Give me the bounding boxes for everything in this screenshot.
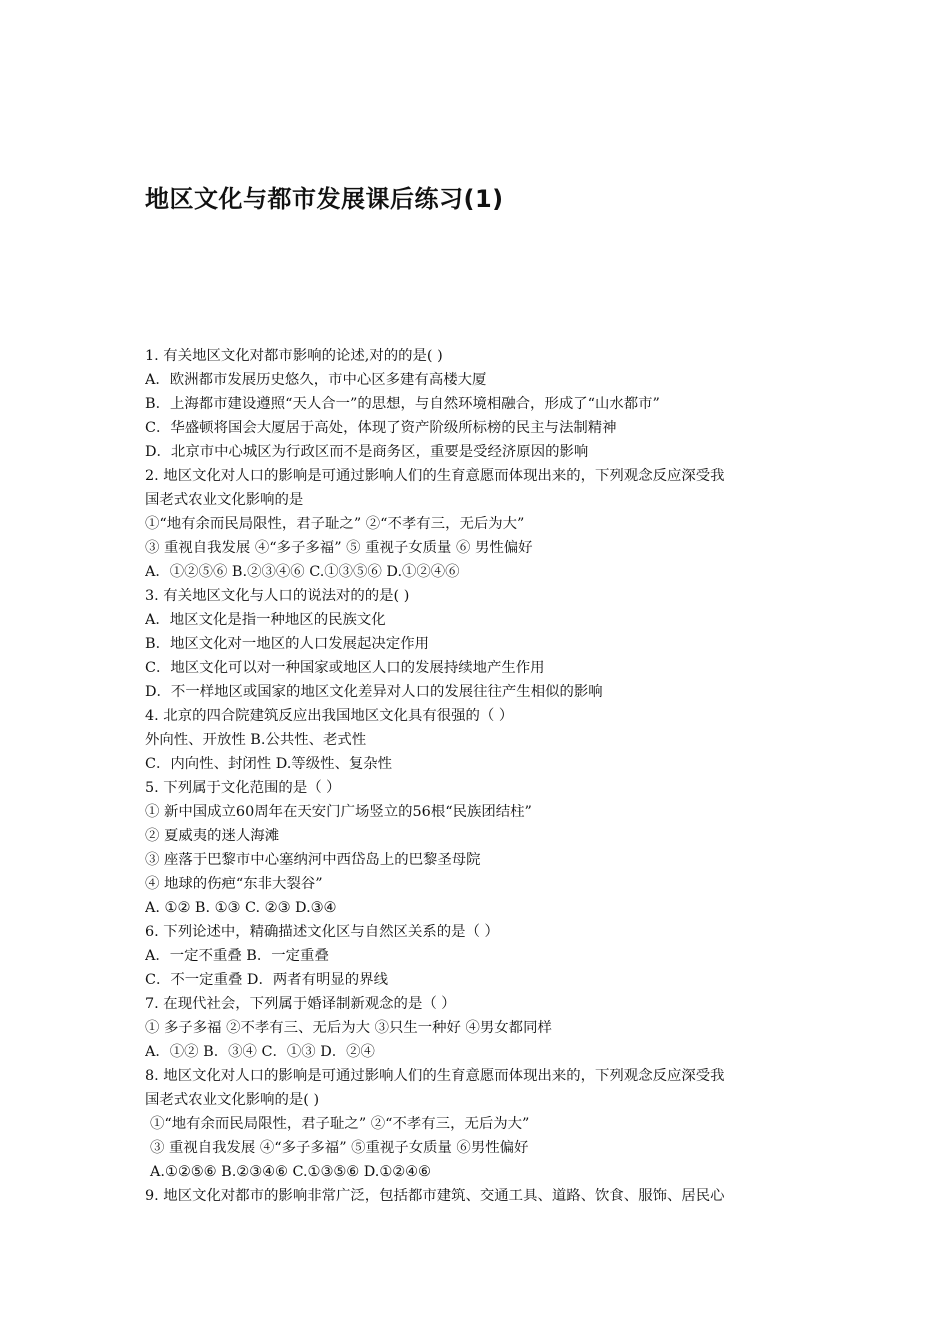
question-line: 7. 在现代社会，下列属于婚译制新观念的是（ ） bbox=[145, 996, 456, 1012]
question-line: 2. 地区文化对人口的影响是可通过影响人们的生育意愿而体现出来的，下列观念反应深受我 bbox=[145, 468, 725, 484]
option-line: ①“地有余而民局限性，君子耻之” ②“不孝有三，无后为大” bbox=[145, 516, 525, 532]
exercise-body bbox=[145, 344, 805, 1208]
option-line: 国老式农业文化影响的是( ) bbox=[145, 1092, 320, 1108]
question-line: 3. 有关地区文化与人口的说法对的的是( ) bbox=[145, 588, 410, 604]
option-line: C．不一定重叠 D．两者有明显的界线 bbox=[145, 972, 388, 988]
option-line: ①“地有余而民局限性，君子耻之” ②“不孝有三，无后为大” bbox=[150, 1116, 530, 1132]
option-line: A．①② B．③④ C．①③ D．②④ bbox=[145, 1044, 375, 1060]
option-line: ① 新中国成立60周年在天安门广场竖立的56根“民族团结柱” bbox=[145, 804, 532, 820]
option-line: D．北京市中心城区为行政区而不是商务区，重要是受经济原因的影响 bbox=[145, 444, 589, 460]
option-line: ③ 座落于巴黎市中心塞纳河中西岱岛上的巴黎圣母院 bbox=[145, 852, 481, 868]
question-line: 9. 地区文化对都市的影响非常广泛，包括都市建筑、交通工具、道路、饮食、服饰、居民心 bbox=[145, 1188, 725, 1204]
question-line: 1. 有关地区文化对都市影响的论述,对的的是( ) bbox=[145, 348, 443, 364]
question-line: 5. 下列属于文化范围的是（ ） bbox=[145, 780, 341, 796]
option-line: D．不一样地区或国家的地区文化差异对人口的发展往往产生相似的影响 bbox=[145, 684, 603, 700]
option-line: B．上海都市建设遵照“天人合一”的思想，与自然环境相融合，形成了“山水都市” bbox=[145, 396, 660, 412]
option-line: C．内向性、封闭性 D.等级性、复杂性 bbox=[145, 756, 393, 772]
option-line: 国老式农业文化影响的是 bbox=[145, 492, 304, 508]
option-line: ④ 地球的伤疤“东非大裂谷” bbox=[145, 876, 323, 892]
option-line: ③ 重视自我发展 ④“多子多福” ⑤重视子女质量 ⑥男性偏好 bbox=[150, 1140, 529, 1156]
option-line: ② 夏威夷的迷人海滩 bbox=[145, 828, 280, 844]
option-line: A. ①② B. ①③ C. ②③ D.③④ bbox=[145, 900, 337, 916]
question-line: 8. 地区文化对人口的影响是可通过影响人们的生育意愿而体现出来的，下列观念反应深受我 bbox=[145, 1068, 725, 1084]
option-line: ① 多子多福 ②不孝有三、无后为大 ③只生一种好 ④男女都同样 bbox=[145, 1020, 552, 1036]
option-line: A．地区文化是指一种地区的民族文化 bbox=[145, 612, 386, 628]
option-line: ③ 重视自我发展 ④“多子多福” ⑤ 重视子女质量 ⑥ 男性偏好 bbox=[145, 540, 533, 556]
question-line: 4. 北京的四合院建筑反应出我国地区文化具有很强的（ ） bbox=[145, 708, 514, 724]
page-title: 地区文化与都市发展课后练习(1) bbox=[145, 185, 504, 213]
option-line: 外向性、开放性 B.公共性、老式性 bbox=[145, 732, 367, 748]
option-line: A．一定不重叠 B．一定重叠 bbox=[145, 948, 329, 964]
option-line: B．地区文化对一地区的人口发展起决定作用 bbox=[145, 636, 429, 652]
option-line: C．地区文化可以对一种国家或地区人口的发展持续地产生作用 bbox=[145, 660, 545, 676]
option-line: A．欧洲都市发展历史悠久，市中心区多建有高楼大厦 bbox=[145, 372, 487, 388]
question-line: 6. 下列论述中，精确描述文化区与自然区关系的是（ ） bbox=[145, 924, 499, 940]
option-line: A.①②⑤⑥ B.②③④⑥ C.①③⑤⑥ D.①②④⑥ bbox=[150, 1164, 431, 1180]
option-line: A．①②⑤⑥ B.②③④⑥ C.①③⑤⑥ D.①②④⑥ bbox=[145, 564, 460, 580]
option-line: C．华盛顿将国会大厦居于高处，体现了资产阶级所标榜的民主与法制精神 bbox=[145, 420, 617, 436]
